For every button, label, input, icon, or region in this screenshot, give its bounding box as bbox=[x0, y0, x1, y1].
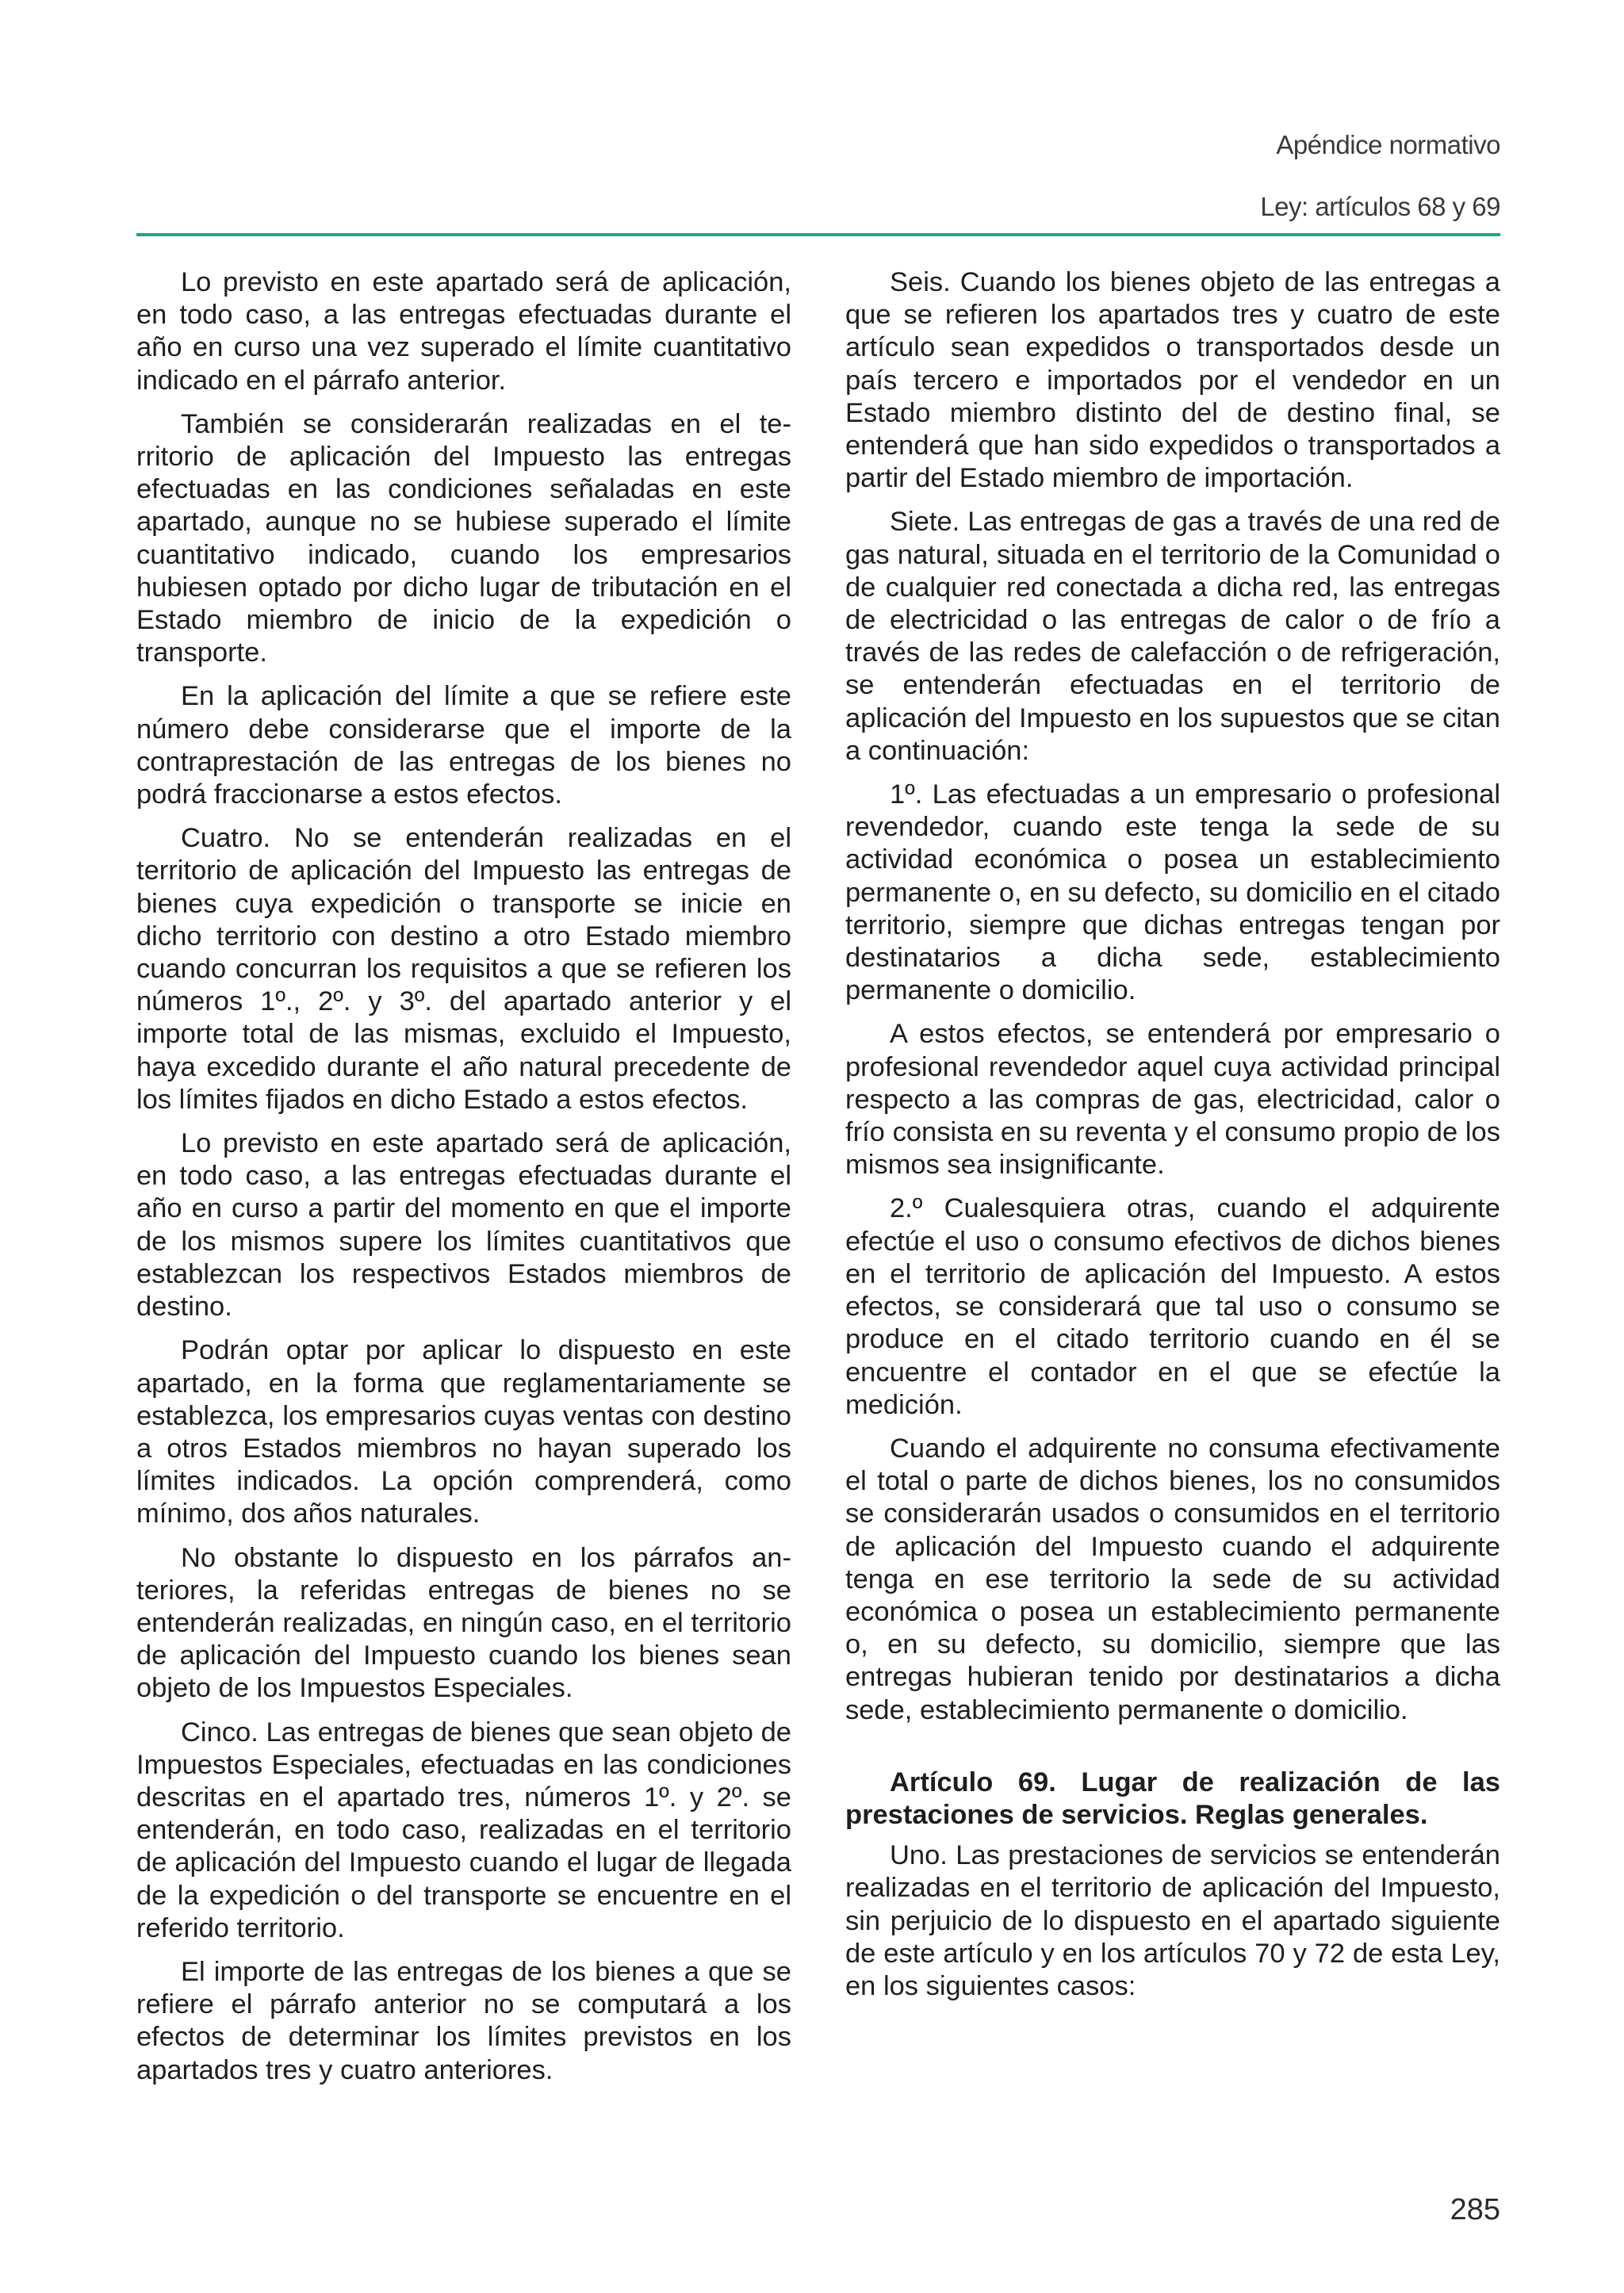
paragraph: Uno. Las prestaciones de servicios se entenderán realizadas en el territorio de aplicación del Impuesto, sin perjuicio de lo dispuesto en el apartado siguiente de este artículo y en los artículos 70 y 72 de esta Ley, en los siguientes casos: bbox=[845, 1840, 1500, 2001]
paragraph: Siete. Las entregas de gas a través de una red de gas natural, situada en el territorio de la Comunidad o de cualquier red conectada a dicha red, las entregas de electricidad o las entregas de calor o de frío a través de las redes de calefacción o de refrigeración, se entenderán efectuadas en el territorio de aplicación del Impuesto en los supuestos que se citan a continuación: bbox=[845, 507, 1500, 766]
right-column bbox=[845, 266, 1500, 2014]
header-subsection-title: Ley: artículos 68 y 69 bbox=[1260, 192, 1500, 221]
paragraph: Podrán optar por aplicar lo dispuesto en este apartado, en la forma que reglamentariamente se establezca, los empresarios cuyas ventas con destino a otros Estados miembros no hayan superado los límites indicados. La opción comprenderá, como mínimo, dos años naturales. bbox=[136, 1335, 791, 1529]
page-number: 285 bbox=[1450, 2193, 1500, 2226]
paragraph: El importe de las entregas de los bienes a que se refiere el párrafo anterior no se computará a los efectos de determinar los límites previstos en los apartados tres y cuatro anteriores. bbox=[136, 1956, 791, 2085]
paragraph: A estos efectos, se entenderá por empresario o profesional revendedor aquel cuya actividad principal respecto a las compras de gas, electricidad, calor o frío consista en su reventa y el consumo propio de los mismos sea insignificante. bbox=[845, 1019, 1500, 1181]
paragraph: También se considerarán realizadas en el territorio de aplicación del Impuesto las entregas efectuadas en las condiciones señaladas en este apartado, aunque no se hubiese superado el límite cuantitativo indicado, cuando los empresarios hubiesen optado por dicho lugar de tributación en el Estado miembro de inicio de la expedición o transporte. bbox=[136, 408, 791, 668]
paragraph: Cuando el adquirente no consuma efectivamente el total o parte de dichos bienes, los no consumidos se considerarán usados o consumidos en el territorio de aplicación del Impuesto cuando el adquirente tenga en ese territorio la sede de su actividad económica o posea un establecimiento permanente o, en su defecto, su domicilio, siempre que las entregas hubieran tenido por destinatarios a dicha sede, establecimiento permanente o domicilio. bbox=[845, 1433, 1500, 1725]
paragraph: 1º. Las efectuadas a un empresario o profesional revendedor, cuando este tenga la sede de su actividad económica o posea un establecimiento permanente o, en su defecto, su domicilio en el citado territorio, siempre que dichas entregas tengan por destinatarios a dicha sede, establecimiento permanente o domicilio. bbox=[845, 779, 1500, 1006]
paragraph: Seis. Cuando los bienes objeto de las entregas a que se refieren los apartados tres y cuatro de este artículo sean expedidos o transportados desde un país tercero e importados por el vendedor en un Estado miembro distinto del de destino final, se entenderá que han sido expedidos o transportados a partir del Estado miembro de importación. bbox=[845, 267, 1500, 494]
left-column bbox=[136, 266, 791, 2098]
running-header bbox=[136, 121, 1500, 222]
header-divider bbox=[136, 233, 1500, 236]
paragraph: Cinco. Las entregas de bienes que sean objeto de Impuestos Especiales, efectuadas en las condiciones descritas en el apartado tres, números 1º. y 2º. se entenderán, en todo caso, realizadas en el territorio de aplicación del Impuesto cuando el lugar de llegada de la expedición o del transporte se encuentre en el referido territorio. bbox=[136, 1717, 791, 1943]
header-section-title: Apéndice normativo bbox=[1276, 130, 1500, 159]
paragraph: Lo previsto en este apartado será de aplicación, en todo caso, a las entregas efectuadas durante el año en curso a partir del momento en que el importe de los mismos supere los límites cuantitativos que establezcan los respectivos Estados miembros de destino. bbox=[136, 1128, 791, 1323]
article-heading: Artículo 69. Lugar de realización de las prestaciones de servicios. Reglas generales. bbox=[845, 1767, 1500, 1830]
paragraph: 2.º Cualesquiera otras, cuando el adquirente efectúe el uso o consumo efectivos de dichos bienes en el territorio de aplicación del Impuesto. A estos efectos, se considerará que tal uso o consumo se produce en el citado territorio cuando en él se encuentre el contador en el que se efectúe la medición. bbox=[845, 1193, 1500, 1420]
paragraph: En la aplicación del límite a que se refiere este número debe considerarse que el importe de la contraprestación de las entregas de los bienes no podrá fraccionarse a estos efectos. bbox=[136, 681, 791, 810]
paragraph: Lo previsto en este apartado será de aplicación, en todo caso, a las entregas efectuadas durante el año en curso una vez superado el límite cuantitativo indicado en el párrafo anterior. bbox=[136, 267, 791, 396]
paragraph: Cuatro. No se entenderán realizadas en el territorio de aplicación del Impuesto las entregas de bienes cuya expedición o transporte se inicie en dicho territorio con destino a otro Estado miembro cuando concurran los requisitos a que se refieren los números 1º., 2º. y 3º. del apartado anterior y el importe total de las mismas, excluido el Impuesto, haya excedido durante el año natural precedente de los límites fijados en dicho Estado a estos efectos. bbox=[136, 823, 791, 1115]
paragraph: No obstante lo dispuesto en los párrafos anteriores, la referidas entregas de bienes no se entenderán realizadas, en ningún caso, en el territorio de aplicación del Impuesto cuando los bienes sean objeto de los Impuestos Especiales. bbox=[136, 1542, 791, 1704]
